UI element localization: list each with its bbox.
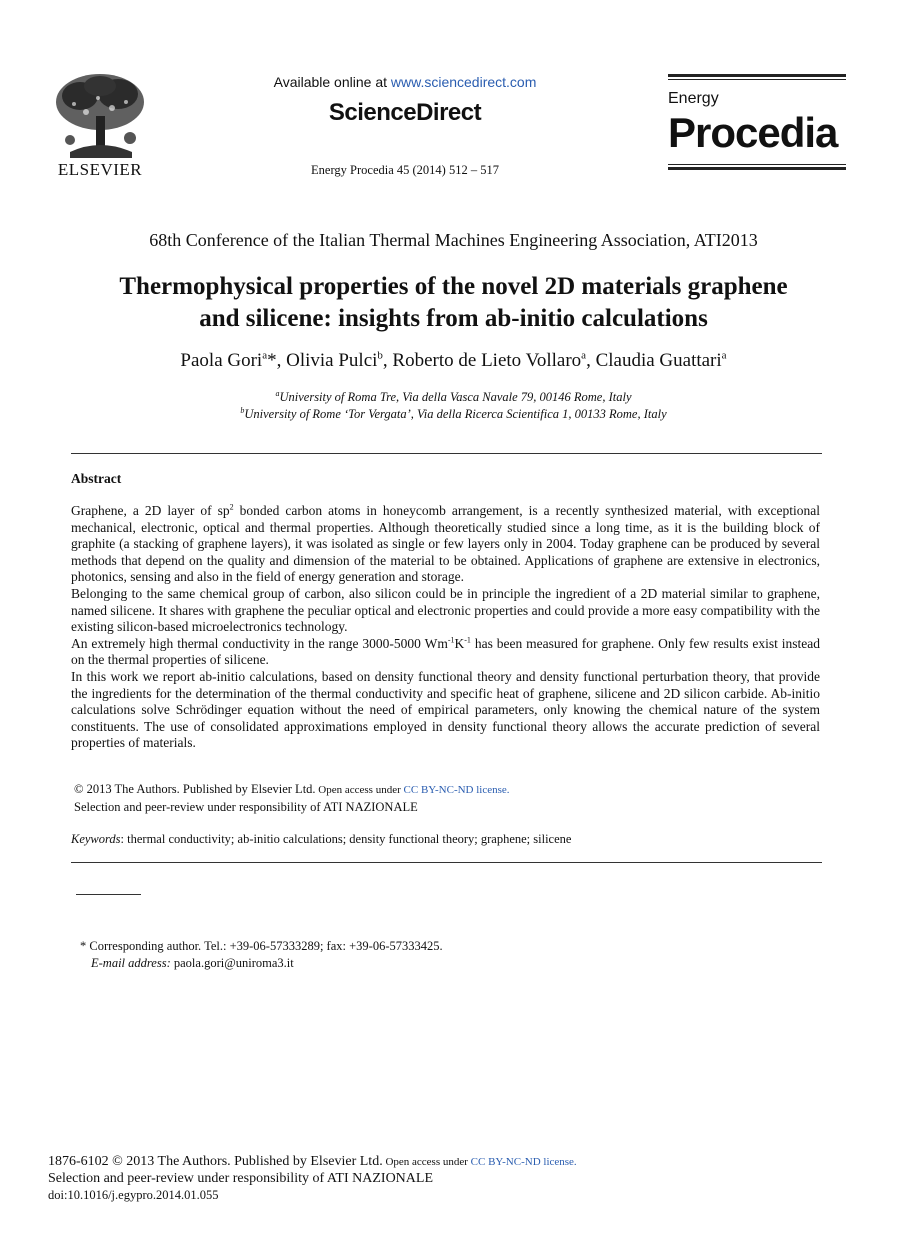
sciencedirect-link[interactable]: www.sciencedirect.com: [390, 74, 537, 90]
title-line-2: and silicene: insights from ab-initio calculations: [199, 305, 708, 332]
footer-open-access: Open access under: [382, 1156, 471, 1168]
abstract-paragraph-1: Graphene, a 2D layer of $sp^2$ bonded carbon atoms in honeycomb arrangement, is a recently synthesized material, with exceptional mechanical, electronic, optical and thermal properties. Although theoretically studied since a long time, as it is the building block of graphite (a stacking of graphene layers), it was isolated as single or few layers only in 2004. Today graphene can be produced by several methods that depend on the quality and dimension of the material to be obtained. Applications of graphene are extensive in electronics, photonics, sensing and also in the field of energy generation and storage.: [71, 502, 820, 585]
footer-peer-review: Selection and peer-review under responsibility of ATI NAZIONALE: [48, 1170, 433, 1186]
energy-procedia-logo: [668, 74, 846, 170]
journal-name-procedia: Procedia: [668, 109, 838, 156]
footer-license-link[interactable]: CC BY-NC-ND license.: [470, 1156, 577, 1168]
affiliation-b: $^b$University of Rome ‘Tor Vergata’, Via della Ricerca Scientifica 1, 00133 Rome, Italy: [240, 406, 667, 422]
conference-name: 68th Conference of the Italian Thermal Machines Engineering Association, ATI2013: [149, 230, 758, 250]
author: Roberto de Lieto Vollaro$^a$,: [392, 350, 596, 372]
elsevier-tree-icon: [50, 72, 150, 158]
divider-bottom: [71, 862, 822, 863]
title-line-1: Thermophysical properties of the novel 2D materials graphene: [119, 273, 788, 300]
footnote-rule: [76, 894, 141, 895]
doi[interactable]: doi:10.1016/j.egypro.2014.01.055: [48, 1188, 219, 1202]
publisher-name: ELSEVIER: [57, 160, 143, 179]
email-label: E-mail address:: [91, 956, 171, 970]
logo-rule-top: [668, 74, 846, 77]
open-access-label: Open access under: [315, 784, 404, 796]
keywords: [71, 832, 571, 847]
footnote: [80, 938, 443, 972]
author: Claudia Guattari$^a$: [595, 350, 727, 372]
elsevier-logo: [50, 72, 150, 180]
author: Paola Gori$^a$*,: [180, 350, 287, 372]
abstract-heading: Abstract: [71, 471, 122, 486]
logo-rule-bottom-thin: [668, 164, 846, 165]
author: Olivia Pulci$^b$,: [286, 350, 393, 372]
paper-title: [60, 271, 847, 335]
corresponding-author: * Corresponding author. Tel.: +39-06-57333289; fax: +39-06-57333425.: [80, 939, 443, 953]
affiliation-a: $^a$University of Roma Tre, Via della Vasca Navale 79, 00146 Rome, Italy: [275, 389, 632, 405]
logo-rule-bottom: [668, 167, 846, 170]
abstract-paragraph-4: In this work we report ab-initio calculations, based on density functional theory and density functional perturbation theory, that provide the ingredients for the determination of the thermal conductivity and specific heat of graphene, silicene and 2D silicon carbide. Ab-initio calculations solve Schrödinger equation without the need of empirical parameters, only knowing the chemical nature of the system constituents. The use of consolidated approximations employed in density functional theory allows the accurate prediction of several properties of materials.: [71, 668, 820, 751]
journal-name-energy: Energy: [668, 90, 719, 107]
copyright-line: © 2013 The Authors. Published by Elsevier Ltd.: [74, 782, 316, 796]
license-link[interactable]: CC BY-NC-ND license.: [403, 784, 510, 796]
available-online: [200, 74, 610, 90]
author-list: [40, 350, 867, 372]
abstract-paragraph-3: An extremely high thermal conductivity in the range 3000-5000 $Wm^{-1}K^{-1}$ has been measured for graphene. Only few results exist instead on the thermal properties of silicene.: [71, 635, 820, 668]
page-footer: [48, 1154, 577, 1204]
journal-citation: Energy Procedia 45 (2014) 512 – 517: [311, 163, 499, 177]
copyright-notice: [74, 781, 510, 815]
logo-rule-top-thin: [668, 79, 846, 80]
issn-copyright: 1876-6102 © 2013 The Authors. Published by Elsevier Ltd.: [48, 1154, 383, 1169]
abstract-paragraph-2: Belonging to the same chemical group of carbon, also silicon could be in principle the ingredient of a 2D material similar to graphene, named silicene. It shares with graphene the peculiar optical and electronic properties and could provide a more easy compatibility with the existing silicon-based microelectronics technology.: [71, 585, 820, 635]
available-prefix: Available online at: [273, 74, 391, 90]
peer-review-line: Selection and peer-review under responsibility of ATI NAZIONALE: [74, 799, 418, 814]
abstract-body: [71, 503, 820, 752]
email-address[interactable]: paola.gori@uniroma3.it: [170, 956, 294, 970]
keywords-label: Keywords: [71, 832, 121, 846]
divider-top: [71, 453, 822, 454]
keywords-text: : thermal conductivity; ab-initio calculations; density functional theory; graphene; silicene: [120, 832, 572, 846]
sciencedirect-logo: ScienceDirect: [328, 99, 482, 126]
